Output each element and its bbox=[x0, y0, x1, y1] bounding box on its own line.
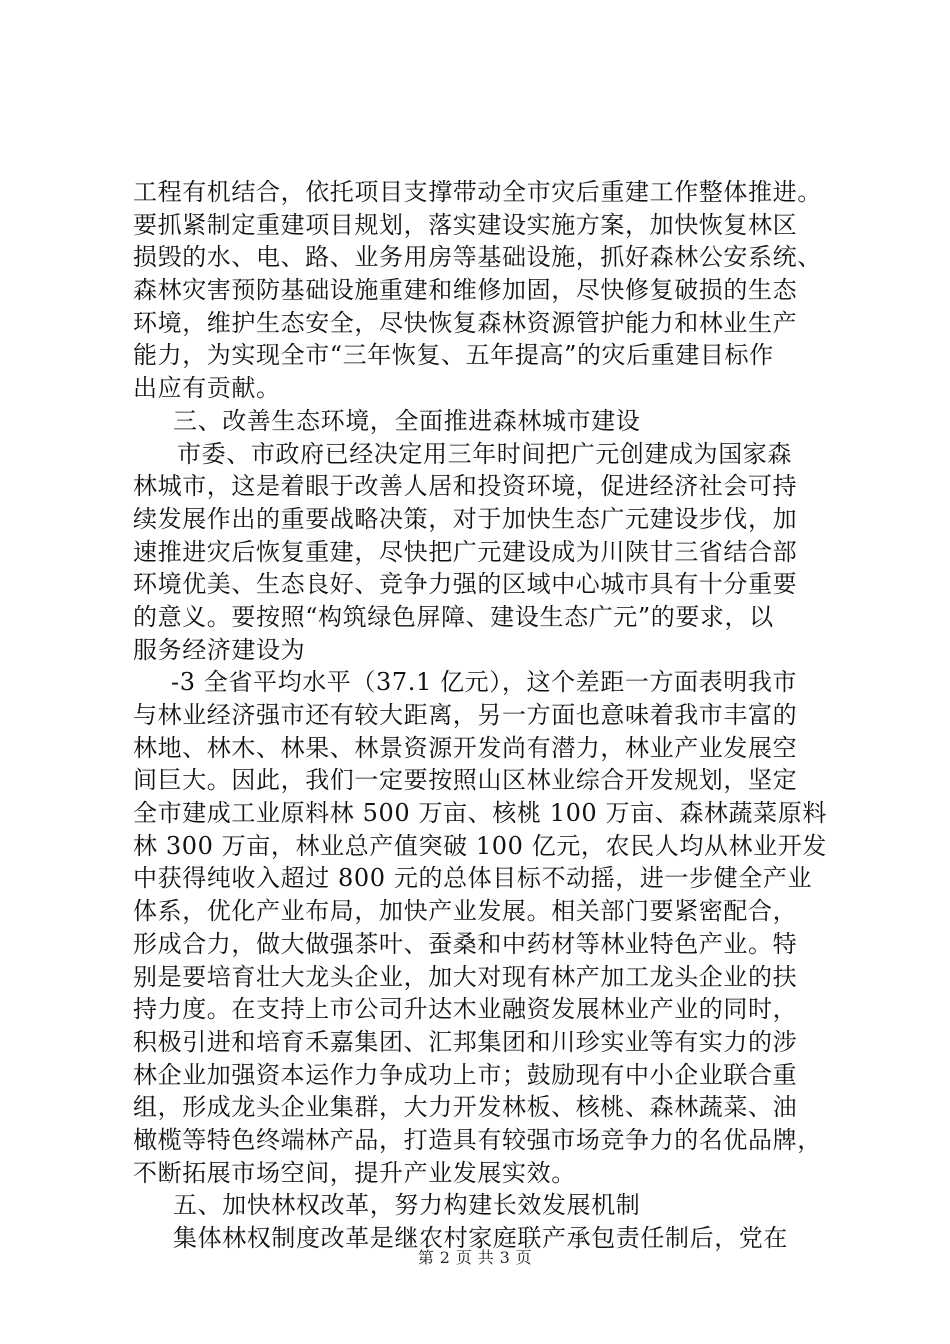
text-line: 全市建成工业原料林 500 万亩、核桃 100 万亩、森林蔬菜原料 bbox=[133, 799, 827, 828]
text-line: 与林业经济强市还有较大距离，另一方面也意味着我市丰富的 bbox=[133, 701, 798, 729]
text-line: 集体林权制度改革是继农村家庭联产承包责任制后，党在 bbox=[173, 1224, 788, 1252]
text-line: 间巨大。因此，我们一定要按照山区林业综合开发规划，坚定 bbox=[133, 766, 798, 795]
section-heading: 五、加快林权改革，努力构建长效发展机制 bbox=[173, 1191, 641, 1220]
page-footer: 第 2 页 共 3 页 bbox=[417, 1248, 533, 1267]
document-body bbox=[133, 176, 833, 1255]
text-line: 中获得纯收入超过 800 元的总体目标不动摇，进一步健全产业 bbox=[133, 864, 813, 893]
text-line: 工程有机结合，依托项目支撑带动全市灾后重建工作整体推进。 bbox=[133, 178, 822, 206]
text-line: 环境，维护生态安全，尽快恢复森林资源管护能力和林业生产 bbox=[133, 308, 798, 337]
text-line: 橄榄等特色终端林产品，打造具有较强市场竞争力的名优品牌， bbox=[133, 1125, 822, 1154]
text-line: 林城市，这是着眼于改善人居和投资环境，促进经济社会可持 bbox=[133, 472, 798, 501]
text-line: 体系，优化产业布局，加快产业发展。相关部门要紧密配合， bbox=[133, 897, 798, 926]
text-line: -3 全省平均水平（37.1 亿元），这个差距一方面表明我市 bbox=[171, 668, 798, 697]
text-line: 续发展作出的重要战略决策，对于加快生态广元建设步伐，加 bbox=[133, 504, 798, 533]
text-line: 能力，为实现全市“三年恢复、五年提高”的灾后重建目标作 bbox=[133, 341, 774, 370]
text-line: 损毁的水、电、路、业务用房等基础设施，抓好森林公安系统、 bbox=[133, 243, 822, 272]
text-line: 林 300 万亩，林业总产值突破 100 亿元，农民人均从林业开发 bbox=[133, 831, 827, 860]
text-line: 林企业加强资本运作力争成功上市；鼓励现有中小企业联合重 bbox=[133, 1060, 798, 1089]
text-line: 积极引进和培育禾嘉集团、汇邦集团和川珍实业等有实力的涉 bbox=[133, 1027, 798, 1056]
text-line: 出应有贡献。 bbox=[133, 374, 281, 403]
text-line: 服务经济建设为 bbox=[133, 635, 306, 664]
text-line: 形成合力，做大做强茶叶、蚕桑和中药材等林业特色产业。特 bbox=[133, 929, 798, 958]
text-line: 林地、林木、林果、林景资源开发尚有潜力，林业产业发展空 bbox=[133, 733, 798, 762]
text-line: 速推进灾后恢复重建，尽快把广元建设成为川陕甘三省结合部 bbox=[133, 537, 798, 566]
section-heading: 三、改善生态环境，全面推进森林城市建设 bbox=[173, 406, 641, 435]
text-line: 市委、市政府已经决定用三年时间把广元创建成为国家森 bbox=[177, 439, 792, 468]
text-line: 环境优美、生态良好、竞争力强的区域中心城市具有十分重要 bbox=[133, 570, 798, 599]
text-line: 持力度。在支持上市公司升达木业融资发展林业产业的同时， bbox=[133, 995, 798, 1024]
text-line: 的意义。要按照“构筑绿色屏障、建设生态广元”的要求，以 bbox=[133, 602, 774, 631]
text-line: 不断拓展市场空间，提升产业发展实效。 bbox=[133, 1158, 576, 1187]
text-line: 森林灾害预防基础设施重建和维修加固，尽快修复破损的生态 bbox=[133, 276, 798, 305]
text-line: 别是要培育壮大龙头企业，加大对现有林产加工龙头企业的扶 bbox=[133, 962, 798, 991]
text-line: 要抓紧制定重建项目规划，落实建设实施方案，加快恢复林区 bbox=[133, 210, 798, 239]
text-line: 组，形成龙头企业集群，大力开发林板、核桃、森林蔬菜、油 bbox=[133, 1093, 798, 1122]
